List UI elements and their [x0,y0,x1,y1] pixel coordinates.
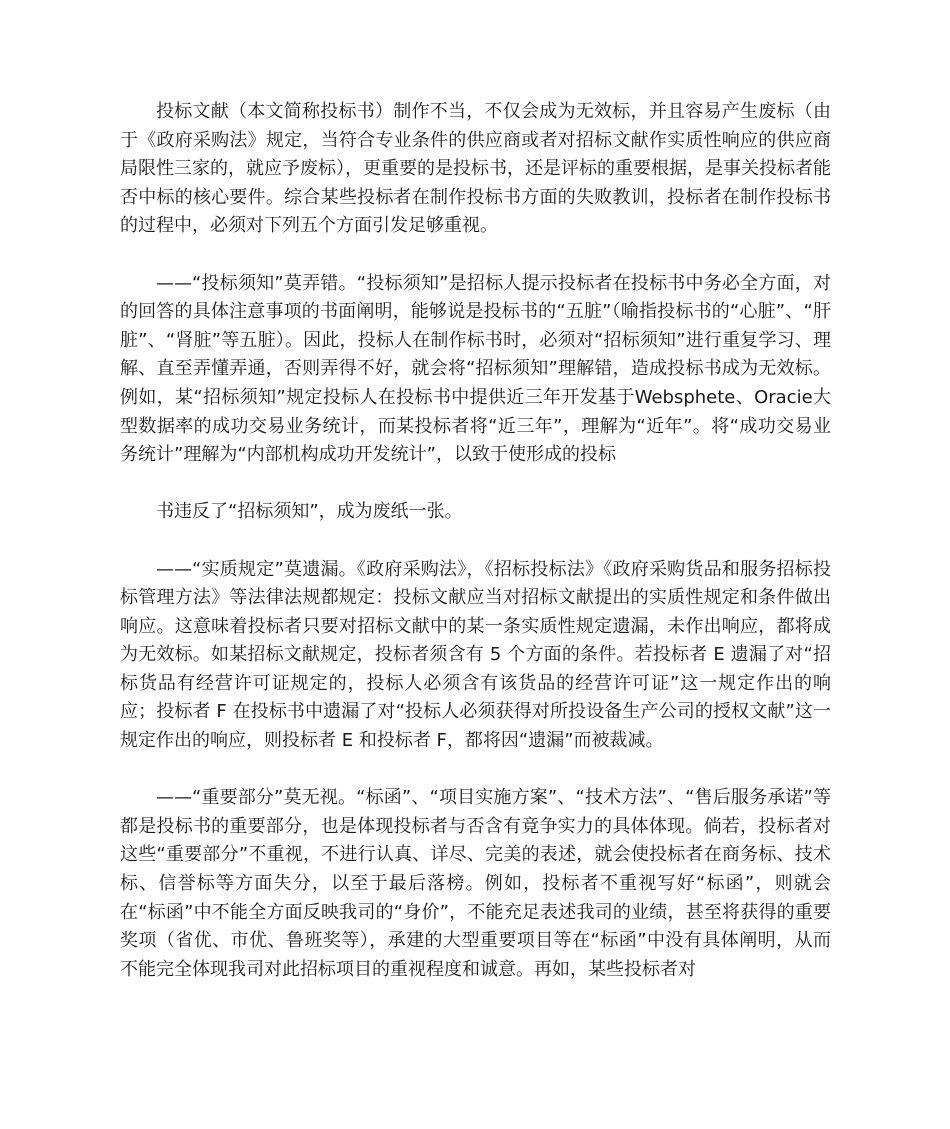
document-body [120,98,831,984]
paragraph-intro: 投标文献（本文简称投标书）制作不当，不仅会成为无效标，并且容易产生废标（由于《政府采购法》规定，当符合专业条件的供应商或者对招标文献作实质性响应的供应商局限性三家的，就应予废标），更重要的是投标书，还是评标的重要根据，是事关投标者能否中标的核心要件。综合某些投标者在制作投标书方面的失败教训，投标者在制作投标书的过程中，必须对下列五个方面引发足够重视。 [120,101,831,237]
paragraph-bidding-notice-continued: 书违反了“招标须知”，成为废纸一张。 [156,501,463,523]
paragraph-important-parts: ——“重要部分”莫无视。“标函”、“项目实施方案”、“技术方法”、“售后服务承诺”等都是投标书的重要部分，也是体现投标者与否含有竟争实力的具体体现。倘若，投标者对这些“重要部分”不重视，不进行认真、详尽、完美的表述，就会使投标者在商务标、技术标、信誉标等方面失分，以至于最后落榜。例如，投标者不重视写好“标函”，则就会在“标函”中不能全方面反映我司的“身价”，不能充足表述我司的业绩，甚至将获得的重要奖项（省优、市优、鲁班奖等），承建的大型重要项目等在“标函”中没有具体阐明，从而不能完全体现我司对此招标项目的重视程度和诚意。再如，某些投标者对 [120,787,831,980]
paragraph-substantive-requirements: ——“实质规定”莫遗漏。《政府采购法》，《招标投标法》《政府采购货品和服务招标投标管理方法》等法律法规都规定：投标文献应当对招标文献提出的实质性规定和条件做出响应。这意味着投标者只要对招标文献中的某一条实质性规定遗漏，未作出响应，都将成为无效标。如某招标文献规定，投标者须含有 5 个方面的条件。若投标者 E 遗漏了对“招标货品有经营许可证规定的，投标人必须含有该货品的经营许可证”这一规定作出的响应；投标者 F 在投标书中遗漏了对“投标人必须获得对所投设备生产公司的授权文献”这一规定作出的响应，则投标者 E 和投标者 F，都将因“遗漏”而被裁减。 [120,558,831,752]
paragraph-bidding-notice: ——“投标须知”莫弄错。“投标须知”是招标人提示投标者在投标书中务必全方面，对的回答的具体注意事项的书面阐明，能够说是投标书的“五脏”（喻指投标书的“心脏”、“肝脏”、“肾脏”等五脏）。因此，投标人在制作标书时，必须对“招标须知”进行重复学习、理解、直至弄懂弄通，否则弄得不好，就会将“招标须知”理解错，造成投标书成为无效标。例如，某“招标须知”规定投标人在投标书中提供近三年开发基于Websphete、Oracie大型数据率的成功交易业务统计，而某投标者将“近三年”，理解为“近年”。将“成功交易业务统计”理解为“内部机构成功开发统计”，以致于使形成的投标 [120,272,831,466]
